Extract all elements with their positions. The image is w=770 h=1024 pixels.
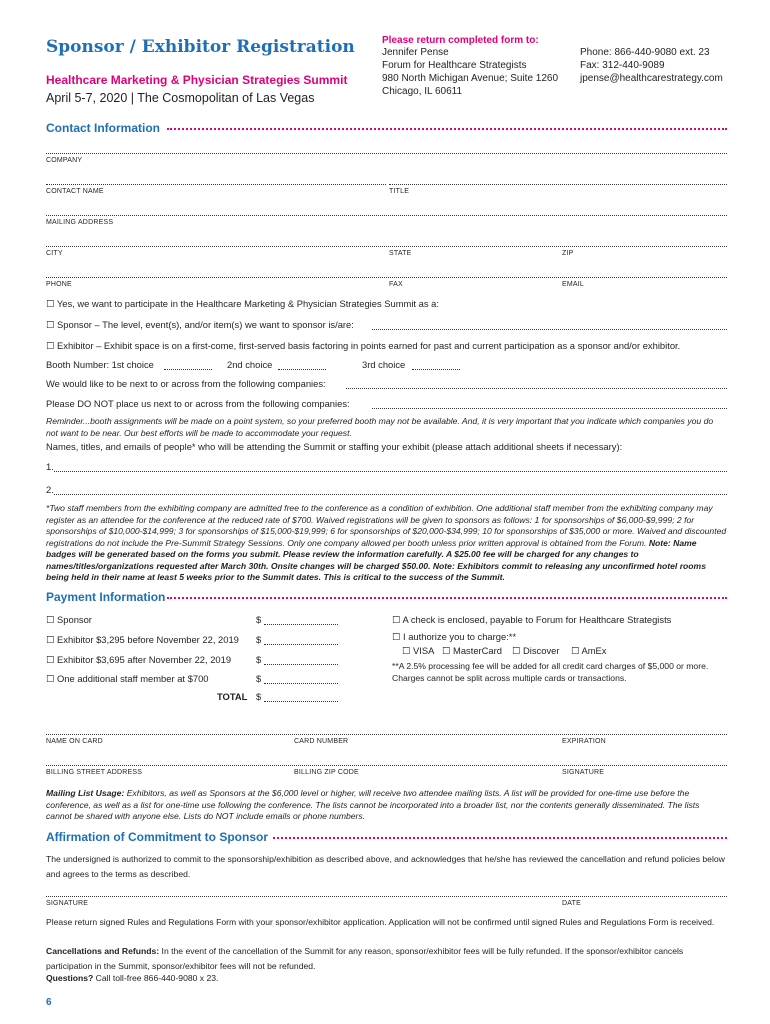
card-mastercard-checkbox[interactable]: ☐ MasterCard [442, 645, 502, 656]
state-label: STATE [389, 250, 412, 257]
city-label: CITY [46, 250, 63, 257]
email-label: EMAIL [562, 281, 585, 288]
sponsor-checkbox[interactable]: ☐ Sponsor – The level, event(s), and/or item(s) we want to sponsor is/are: [46, 319, 354, 330]
pay-exhibitor-early-checkbox[interactable]: ☐ Exhibitor $3,295 before November 22, 2019 [46, 634, 239, 645]
staff-note-text: *Two staff members from the exhibiting company are admitted free to the conference as a condition of exhibition. One additional staff member from the exhibiting company may register as an attendee for the conference at the reduced rate of $700. Waived registrations will be given to sponsors as follows: 1 for sponsorships of $6,000-$9,999; 2 for sponsorships of $10,000-$14,999; 3 for sponsorships of $15,000-$19,999; 6 for sponsorships of $20,000-$34,999; 10 for sponsorships of $35,000 or more. Waived and discounted registrations do not include the Pre-Summit Strategy Sessions. Only one company allowed per booth unless prior written approval is obtained from the Forum. [46, 503, 727, 548]
exhibitor-checkbox[interactable]: ☐ Exhibitor – Exhibit space is on a first-come, first-served basis factoring in points earned for past and current participation as a sponsor and/or exhibitor. [46, 340, 681, 351]
affirmation-date-label: DATE [562, 900, 581, 907]
billing-zip-label: BILLING ZIP CODE [294, 769, 359, 776]
staff-note [46, 503, 727, 584]
total-amount-field[interactable] [264, 701, 338, 702]
contact-section-heading: Contact Information [46, 121, 160, 135]
contact-email: jpense@healthcarestrategy.com [580, 73, 723, 84]
return-line: Chicago, IL 60611 [382, 86, 463, 97]
card-visa-checkbox[interactable]: ☐ VISA [402, 645, 435, 656]
pay-sponsor-checkbox[interactable]: ☐ Sponsor [46, 614, 92, 625]
questions-text [46, 973, 218, 985]
return-address [382, 46, 558, 98]
city-state-zip-field[interactable] [46, 246, 727, 247]
reminder-note: Reminder...booth assignments will be made on a point system, so your preferred booth may not be available. And, it is very important that you indicate which companies you do not want to be near. Our best efforts will be made to accommodate your request. [46, 416, 714, 438]
card-discover-checkbox[interactable]: ☐ Discover [512, 645, 560, 656]
return-line: Jennifer Pense [382, 47, 449, 58]
dollar-sign: $ [256, 634, 262, 645]
event-dateline: April 5-7, 2020 | The Cosmopolitan of Las Vegas [46, 91, 315, 105]
mailing-list-text: Exhibitors, as well as Sponsors at the $6,000 level or higher, will receive two attendee mailing lists. A list will be provided for one-time use before the conference, as well as a list for one-time use following the conference. The lists cannot be incorporated into a broader list, nor the contents generally disseminated. The lists cannot be shared with anyone else. Lists do NOT include emails or phone numbers. [46, 788, 700, 821]
mailing-address-label: MAILING ADDRESS [46, 219, 114, 226]
dollar-sign: $ [256, 673, 262, 684]
page-number: 6 [46, 997, 52, 1008]
booth-third-field[interactable] [412, 369, 460, 370]
participate-checkbox[interactable]: ☐ Yes, we want to participate in the Healthcare Marketing & Physician Strategies Summit as a: [46, 298, 439, 309]
fax-label: FAX [389, 281, 403, 288]
attendee-2-field[interactable] [54, 494, 727, 495]
exhibitor-late-amount-field[interactable] [264, 664, 338, 665]
booth-second-label: 2nd choice [227, 359, 273, 370]
return-line: Forum for Healthcare Strategists [382, 60, 527, 71]
booth-third-label: 3rd choice [362, 359, 406, 370]
not-next-label: Please DO NOT place us next to or across from the following companies: [46, 398, 350, 409]
cancellation-body: In the event of the cancellation of the Summit for any reason, sponsor/exhibitor fees will be fully refunded. If the sponsor/exhibitor cancels participation in the Summit, sponsor/exhibitor fees will not be refunded. [46, 946, 684, 971]
attendee-2-label: 2. [46, 484, 54, 495]
questions-title: Questions? [46, 973, 94, 983]
mailing-list-note [46, 788, 727, 823]
sponsor-items-field[interactable] [372, 329, 727, 330]
next-to-label: We would like to be next to or across from the following companies: [46, 378, 326, 389]
card-details-field[interactable] [46, 734, 727, 735]
affirmation-section-heading: Affirmation of Commitment to Sponsor [46, 830, 268, 844]
section-divider [167, 128, 727, 130]
pay-staff-checkbox[interactable]: ☐ One additional staff member at $700 [46, 673, 209, 684]
zip-label: ZIP [562, 250, 574, 257]
booth-second-field[interactable] [278, 369, 326, 370]
return-line: 980 North Michigan Avenue; Suite 1260 [382, 73, 559, 84]
cancellation-text [46, 944, 727, 974]
affirmation-signature-label: SIGNATURE [46, 900, 89, 907]
event-name: Healthcare Marketing & Physician Strategies Summit [46, 73, 348, 87]
exhibitor-early-amount-field[interactable] [264, 644, 338, 645]
questions-body: Call toll-free 866-440-9080 x 23. [93, 973, 219, 983]
next-to-field[interactable] [346, 388, 727, 389]
card-fee-note: **A 2.5% processing fee will be added for all credit card charges of $5,000 or more. Charges cannot be split across multiple cards or transactions. [392, 661, 709, 683]
payment-signature-label: SIGNATURE [562, 769, 605, 776]
page-title: Sponsor / Exhibitor Registration [46, 37, 355, 57]
billing-field[interactable] [46, 765, 727, 766]
not-next-field[interactable] [372, 408, 727, 409]
section-divider [273, 837, 727, 839]
pay-exhibitor-late-checkbox[interactable]: ☐ Exhibitor $3,695 after November 22, 2019 [46, 654, 232, 665]
check-enclosed-checkbox[interactable]: ☐ A check is enclosed, payable to Forum for Healthcare Strategists [392, 614, 672, 625]
staff-amount-field[interactable] [264, 683, 338, 684]
name-on-card-label: NAME ON CARD [46, 738, 103, 745]
affirmation-signature-field[interactable] [46, 896, 727, 897]
affirmation-text: The undersigned is authorized to commit to the sponsorship/exhibition as described above, and acknowledges that he/she has reviewed the cancellation and refund policies below and agrees to the terms as described. [46, 854, 725, 879]
phone-label: PHONE [46, 281, 72, 288]
dollar-sign: $ [256, 614, 262, 625]
return-contact [580, 46, 723, 85]
attendee-1-field[interactable] [54, 471, 727, 472]
expiration-label: EXPIRATION [562, 738, 606, 745]
payment-section-heading: Payment Information [46, 590, 166, 604]
dollar-sign: $ [256, 654, 262, 665]
title-label: TITLE [389, 188, 410, 195]
names-prompt: Names, titles, and emails of people* who will be attending the Summit or staffing your exhibit (please attach additional sheets if necessary): [46, 441, 623, 452]
authorize-charge-checkbox[interactable]: ☐ I authorize you to charge:** [392, 631, 517, 642]
company-label: COMPANY [46, 157, 83, 164]
billing-street-label: BILLING STREET ADDRESS [46, 769, 143, 776]
mailing-address-field[interactable] [46, 215, 727, 216]
total-label: TOTAL [217, 691, 248, 702]
title-field[interactable] [389, 184, 727, 185]
card-number-label: CARD NUMBER [294, 738, 349, 745]
contact-phone: Phone: 866-440-9080 ext. 23 [580, 47, 710, 58]
cancellation-title: Cancellations and Refunds: [46, 946, 160, 956]
return-heading: Please return completed form to: [382, 35, 539, 46]
phone-fax-email-field[interactable] [46, 277, 727, 278]
section-divider [167, 597, 727, 599]
contact-fax: Fax: 312-440-9089 [580, 60, 665, 71]
company-field[interactable] [46, 153, 727, 154]
sponsor-amount-field[interactable] [264, 624, 338, 625]
mailing-list-title: Mailing List Usage: [46, 788, 125, 798]
dollar-sign: $ [256, 691, 262, 702]
rules-text: Please return signed Rules and Regulations Form with your sponsor/exhibitor application. Application will not be confirmed until signed Rules and Regulations Form is received. [46, 917, 715, 927]
contact-name-field[interactable] [46, 184, 386, 185]
badge-note-text: Note: Name badges will be generated based on the forms you submit. Please review the information carefully. A $25.00 fee will be charged for any changes to names/titles/organizations requested after March 30th. Onsite changes will be charged $50.00. Note: Exhibitors commit to releasing any unconfirmed hotel rooms being held in their name at least 5 weeks prior to the Summit dates. This is critical to the success of the Summit. [46, 537, 706, 582]
attendee-1-label: 1. [46, 461, 54, 472]
booth-first-field[interactable] [164, 369, 212, 370]
booth-first-label: Booth Number: 1st choice [46, 359, 154, 370]
card-amex-checkbox[interactable]: ☐ AmEx [571, 645, 607, 656]
contact-name-label: CONTACT NAME [46, 188, 104, 195]
